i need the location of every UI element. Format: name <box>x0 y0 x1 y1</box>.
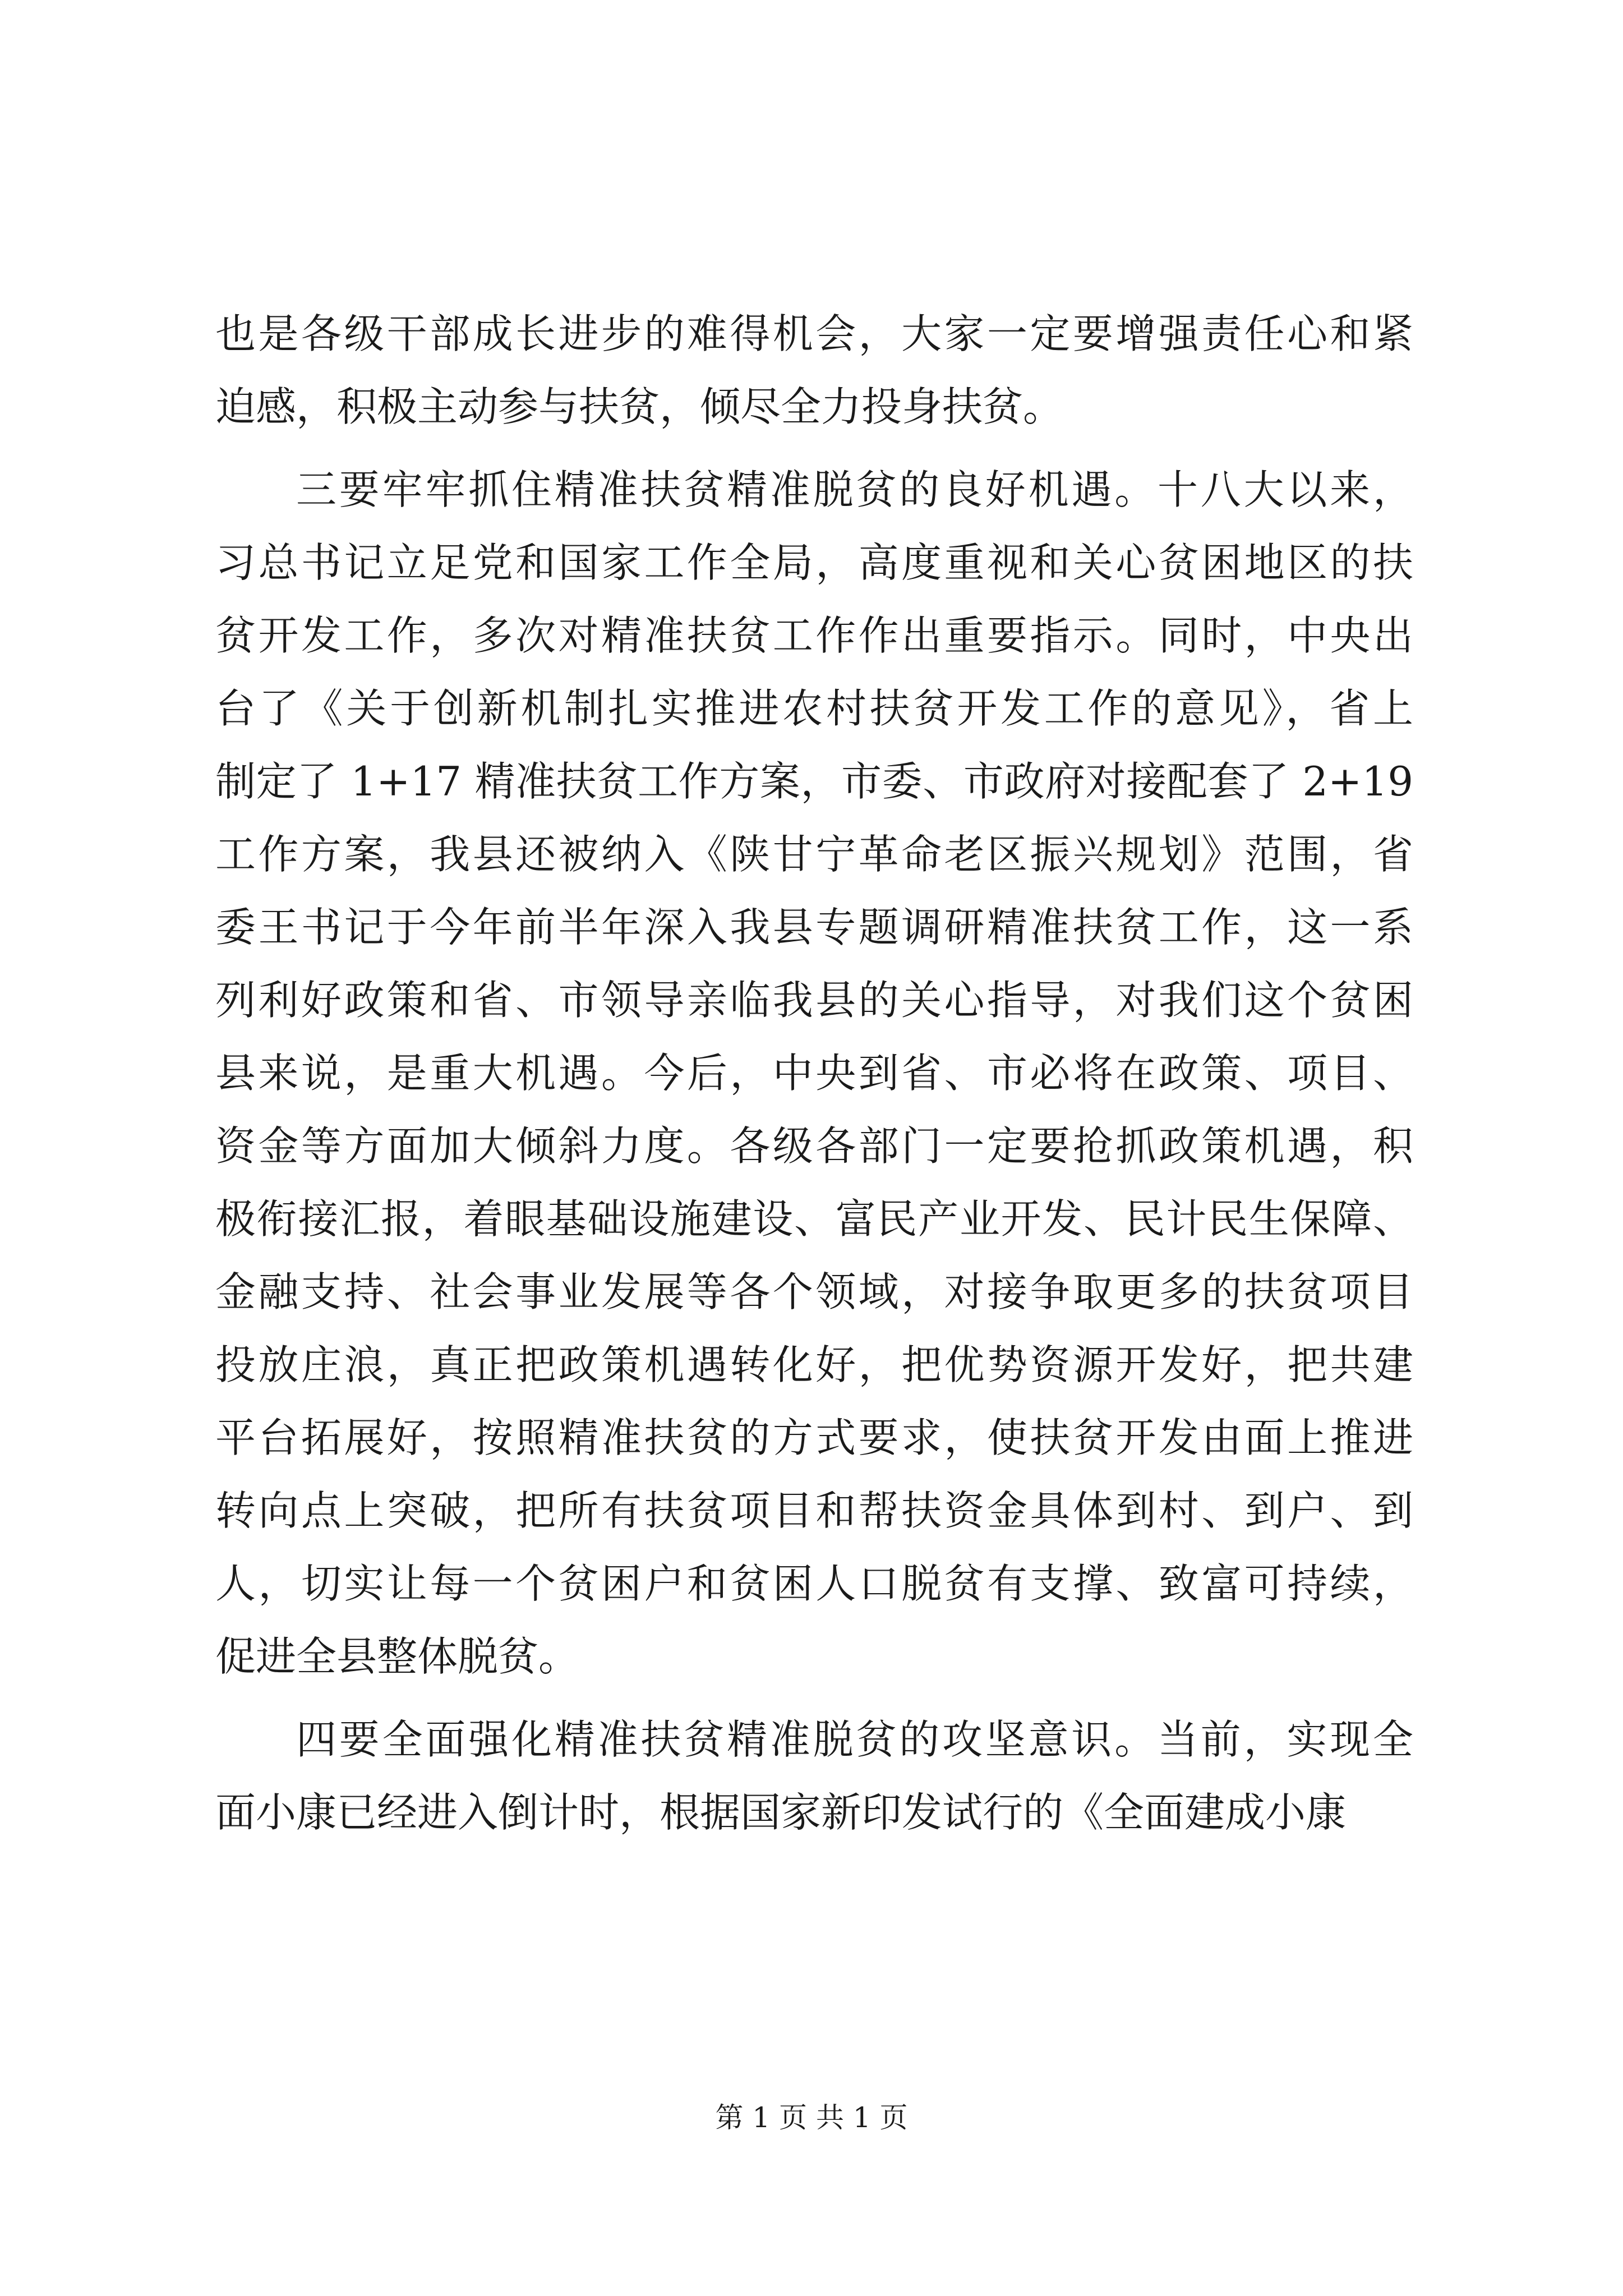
text-line: 四要全面强化精准扶贫精准脱贫的攻坚意识。当前，实现全 <box>296 1716 1413 1763</box>
text-line: 县来说，是重大机遇。今后，中央到省、市必将在政策、项目、 <box>215 1050 1413 1097</box>
text-line: 习总书记立足党和国家工作全局，高度重视和关心贫困地区的扶 <box>215 539 1413 586</box>
document-body <box>215 297 1413 1849</box>
text-line: 贫开发工作，多次对精准扶贫工作作出重要指示。同时，中央出 <box>215 612 1413 659</box>
paragraph <box>215 453 1413 1693</box>
text-line: 极衔接汇报，着眼基础设施建设、富民产业开发、民计民生保障、 <box>215 1195 1413 1243</box>
text-line: 资金等方面加大倾斜力度。各级各部门一定要抢抓政策机遇，积 <box>215 1122 1413 1170</box>
text-line: 制定了 1+17 精准扶贫工作方案，市委、市政府对接配套了 2+19 <box>215 758 1413 805</box>
page-footer: 第 1 页 共 1 页 <box>715 2101 908 2134</box>
text-line: 三要牢牢抓住精准扶贫精准脱贫的良好机遇。十八大以来， <box>296 466 1413 513</box>
text-line: 平台拓展好，按照精准扶贫的方式要求，使扶贫开发由面上推进 <box>215 1414 1413 1461</box>
paragraph <box>215 297 1413 443</box>
text-line: 也是各级干部成长进步的难得机会，大家一定要增强责任心和紧 <box>215 310 1413 357</box>
text-line: 促进全县整体脱贫。 <box>215 1633 579 1680</box>
text-line: 工作方案，我县还被纳入《陕甘宁革命老区振兴规划》范围，省 <box>215 831 1413 878</box>
text-line: 台了《关于创新机制扎实推进农村扶贫开发工作的意见》，省上 <box>215 685 1413 732</box>
text-line: 迫感，积极主动参与扶贫，倾尽全力投身扶贫。 <box>215 383 1064 430</box>
text-line: 人，切实让每一个贫困户和贫困人口脱贫有支撑、致富可持续， <box>215 1560 1413 1607</box>
text-line: 面小康已经进入倒计时，根据国家新印发试行的《全面建成小康 <box>215 1789 1347 1836</box>
text-line: 委王书记于今年前半年深入我县专题调研精准扶贫工作，这一系 <box>215 904 1413 951</box>
text-line: 投放庄浪，真正把政策机遇转化好，把优势资源开发好，把共建 <box>215 1341 1413 1388</box>
text-line: 列利好政策和省、市领导亲临我县的关心指导，对我们这个贫困 <box>215 977 1413 1024</box>
text-line: 金融支持、社会事业发展等各个领域，对接争取更多的扶贫项目 <box>215 1268 1413 1315</box>
paragraph <box>215 1703 1413 1849</box>
text-line: 转向点上突破，把所有扶贫项目和帮扶资金具体到村、到户、到 <box>215 1487 1413 1534</box>
